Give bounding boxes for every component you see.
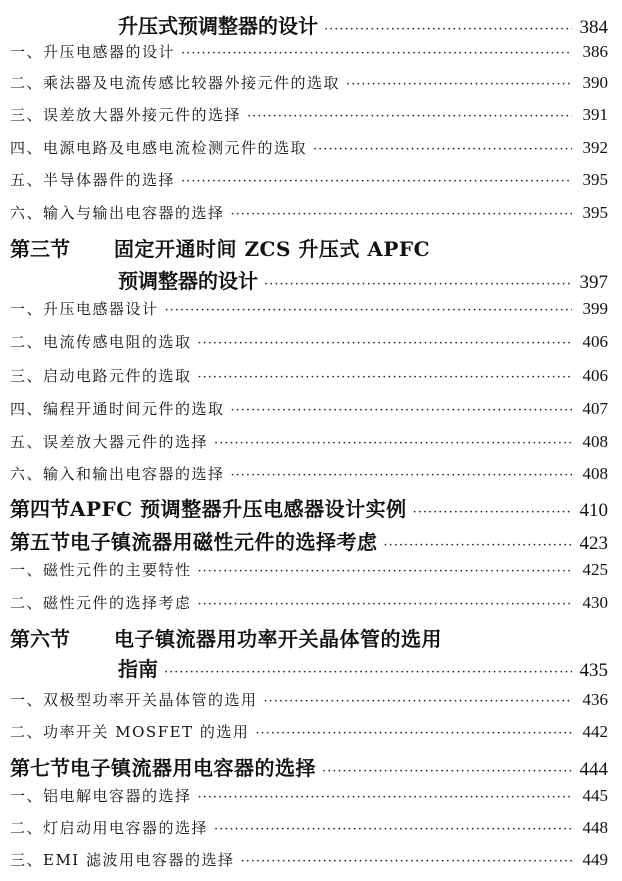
toc-section-title-continued	[118, 10, 608, 39]
dot-leader	[313, 142, 572, 157]
dot-leader	[324, 22, 572, 37]
page-number: 436	[582, 690, 608, 709]
page-number: 386	[582, 42, 608, 61]
dot-leader	[264, 277, 572, 292]
page-number: 384	[579, 17, 608, 38]
toc-section-heading	[10, 623, 442, 652]
section-number: 第五节	[10, 530, 70, 554]
dot-leader	[198, 790, 572, 805]
toc-item	[10, 72, 608, 93]
toc-item	[10, 592, 608, 613]
dot-leader	[181, 174, 572, 189]
toc-entry-title: 预调整器的设计	[118, 269, 258, 293]
dot-leader	[346, 77, 572, 92]
dot-leader	[255, 726, 572, 741]
page-number: 445	[582, 786, 608, 805]
dot-leader	[231, 468, 572, 483]
toc-entry-title: 四、编程开通时间元件的选取	[10, 400, 225, 418]
dot-leader	[264, 694, 572, 709]
page-number: 406	[582, 332, 608, 351]
toc-item	[10, 137, 608, 158]
page-number: 392	[582, 138, 608, 157]
toc-section-heading	[10, 493, 608, 522]
dot-leader	[231, 403, 572, 418]
dot-leader	[164, 665, 572, 680]
toc-entry-title: 六、输入和输出电容器的选择	[10, 465, 225, 483]
dot-leader	[322, 764, 572, 779]
dot-leader	[198, 564, 572, 579]
toc-entry-title: APFC 预调整器升压电感器设计实例	[70, 497, 407, 521]
toc-entry-title: 一、双极型功率开关晶体管的选用	[10, 691, 258, 709]
toc-entry-title: 电子镇流器用电容器的选择	[70, 756, 316, 780]
toc-item	[10, 298, 608, 319]
toc-entry-title: 固定开通时间 ZCS 升压式 APFC	[114, 237, 431, 261]
dot-leader	[165, 303, 572, 318]
toc-item	[10, 104, 608, 125]
section-number: 第七节	[10, 756, 70, 780]
page-number: 449	[582, 850, 608, 869]
toc-entry-title: 二、磁性元件的选择考虑	[10, 594, 192, 612]
page-number: 425	[582, 560, 608, 579]
toc-section-heading	[10, 526, 608, 555]
toc-entry-title: 一、铝电解电容器的选择	[10, 787, 192, 805]
toc-entry-title: 指南	[118, 657, 158, 681]
page-number: 391	[582, 105, 608, 124]
toc-entry-title: 电子镇流器用功率开关晶体管的选用	[114, 627, 442, 651]
page-number: 448	[582, 818, 608, 837]
page-number: 430	[582, 593, 608, 612]
toc-item	[10, 559, 608, 580]
dot-leader	[384, 538, 573, 553]
toc-entry-title: 二、功率开关 MOSFET 的选用	[10, 723, 250, 741]
page-number: 395	[582, 203, 608, 222]
dot-leader	[241, 854, 572, 869]
toc-item	[10, 849, 608, 870]
page-number: 435	[579, 660, 608, 681]
page-number: 408	[582, 464, 608, 483]
toc-section-heading	[10, 233, 430, 262]
toc-item	[10, 689, 608, 710]
toc-item	[10, 398, 608, 419]
section-number: 第三节	[10, 237, 70, 261]
toc-entry-title: 一、升压电感器的设计	[10, 43, 176, 61]
page-number: 399	[582, 299, 608, 318]
toc-entry-title: 三、EMI 滤波用电容器的选择	[10, 851, 235, 869]
toc-item	[10, 331, 608, 352]
toc-entry-title: 二、乘法器及电流传感比较器外接元件的选取	[10, 74, 341, 92]
dot-leader	[198, 597, 572, 612]
page-number: 408	[582, 432, 608, 451]
toc-section-title-continued	[118, 653, 608, 682]
dot-leader	[247, 109, 572, 124]
toc-item	[10, 721, 608, 742]
dot-leader	[198, 336, 572, 351]
toc-entry-title: 电子镇流器用磁性元件的选择考虑	[70, 530, 378, 554]
toc-section-title-continued	[118, 265, 608, 294]
section-number: 第四节	[10, 497, 70, 521]
toc-item	[10, 785, 608, 806]
toc-item	[10, 202, 608, 223]
dot-leader	[214, 822, 572, 837]
toc-entry-title: 二、电流传感电阻的选取	[10, 333, 192, 351]
page-number: 406	[582, 366, 608, 385]
page-number: 410	[579, 500, 608, 521]
page-number: 423	[579, 533, 608, 554]
page-number: 397	[579, 272, 608, 293]
dot-leader	[198, 370, 572, 385]
toc-entry-title: 三、误差放大器外接元件的选择	[10, 106, 242, 124]
section-number: 第六节	[10, 627, 70, 651]
toc-item	[10, 169, 608, 190]
toc-entry-title: 二、灯启动用电容器的选择	[10, 819, 209, 837]
toc-entry-title: 三、启动电路元件的选取	[10, 367, 192, 385]
toc-entry-title: 五、半导体器件的选择	[10, 171, 176, 189]
toc-entry-title: 六、输入与输出电容器的选择	[10, 204, 225, 222]
page-number: 395	[582, 170, 608, 189]
toc-item	[10, 431, 608, 452]
toc-item	[10, 463, 608, 484]
toc-item	[10, 41, 608, 62]
dot-leader	[214, 436, 572, 451]
page-number: 407	[582, 399, 608, 418]
toc-section-heading	[10, 752, 608, 781]
toc-entry-title: 四、电源电路及电感电流检测元件的选取	[10, 139, 308, 157]
dot-leader	[181, 46, 572, 61]
toc-entry-title: 升压式预调整器的设计	[118, 14, 318, 38]
toc-entry-title: 一、升压电感器设计	[10, 300, 159, 318]
toc-entry-title: 五、误差放大器元件的选择	[10, 433, 209, 451]
dot-leader	[231, 207, 572, 222]
toc-entry-title: 一、磁性元件的主要特性	[10, 561, 192, 579]
toc-item	[10, 817, 608, 838]
page-number: 390	[582, 73, 608, 92]
toc-item	[10, 365, 608, 386]
dot-leader	[413, 505, 572, 520]
page-number: 442	[582, 722, 608, 741]
page-number: 444	[579, 759, 608, 780]
